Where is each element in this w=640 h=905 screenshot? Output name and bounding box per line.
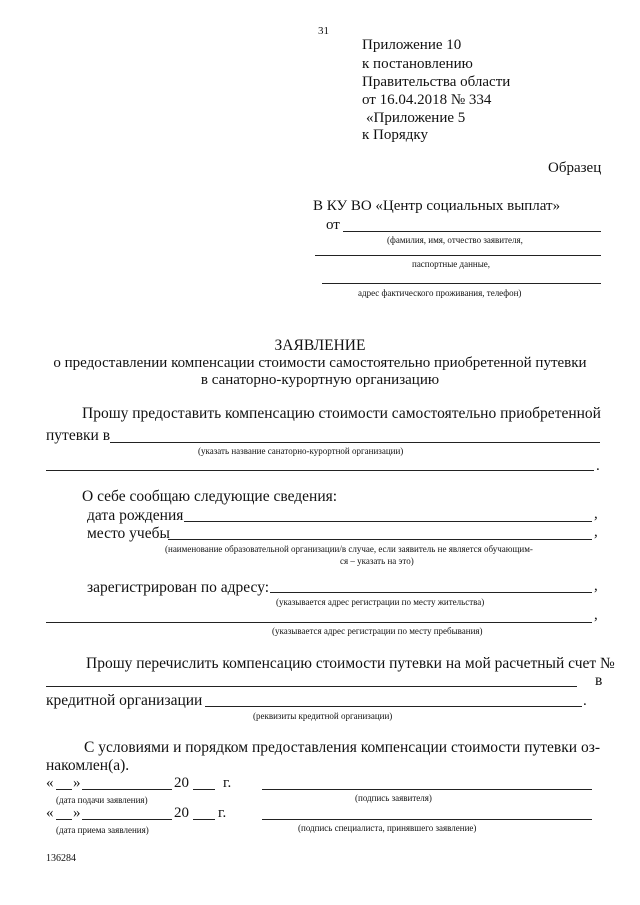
footer-code: 136284: [46, 853, 76, 864]
about-intro: О себе сообщаю следующие сведения:: [82, 488, 338, 505]
year-suffix: г.: [223, 775, 232, 791]
addressee-from-label: от: [326, 217, 340, 233]
date-open-quote: «: [46, 775, 54, 791]
registered-label: зарегистрирован по адресу:: [87, 579, 270, 596]
bank-details-line[interactable]: [205, 706, 582, 707]
registration-address-line[interactable]: [270, 592, 592, 593]
submit-year-line[interactable]: [193, 789, 215, 790]
sanatorium-name-line-2[interactable]: [46, 470, 594, 471]
year-suffix: г.: [218, 805, 227, 821]
caption-bank: (реквизиты кредитной организации): [253, 711, 393, 721]
birth-date-label: дата рождения: [87, 507, 184, 524]
end-mark: .: [583, 693, 587, 709]
appendix-line: к постановлению: [362, 56, 473, 72]
acknowledge-text: С условиями и порядком предоставления компенсации стоимости путевки оз-: [84, 739, 600, 756]
transfer-in: в: [595, 672, 603, 689]
appendix-line: к Порядку: [362, 127, 428, 143]
caption-applicant-sign: (подпись заявителя): [355, 793, 432, 803]
title-sub-line: о предоставлении компенсации стоимости самостоятельно приобретенной путевки: [53, 355, 587, 371]
applicant-name-line[interactable]: [343, 231, 601, 232]
sample-label: Образец: [548, 160, 602, 176]
title-sub-line: в санаторно-курортную организацию: [200, 372, 440, 388]
transfer-text: Прошу перечислить компенсацию стоимости путевки на мой расчетный счет №: [86, 655, 615, 672]
request-text: Прошу предоставить компенсацию стоимости самостоятельно приобретенной: [82, 405, 601, 422]
sanatorium-name-line[interactable]: [110, 442, 600, 443]
bank-label: кредитной организации: [46, 692, 203, 709]
caption-passport: паспортные данные,: [412, 259, 491, 269]
appendix-line: Приложение 10: [362, 37, 462, 53]
accept-day-line[interactable]: [56, 819, 72, 820]
caption-address: адрес фактического проживания, телефон): [358, 288, 522, 298]
accept-year-line[interactable]: [193, 819, 215, 820]
year-prefix: 20: [174, 775, 189, 791]
comma: ,: [594, 506, 598, 522]
stay-address-line[interactable]: [46, 622, 592, 623]
study-place-line[interactable]: [168, 539, 592, 540]
submit-day-line[interactable]: [56, 789, 72, 790]
applicant-signature-line[interactable]: [262, 789, 592, 790]
passport-line[interactable]: [315, 255, 601, 256]
caption-sanatorium: (указать название санаторно-курортной организации): [198, 446, 404, 456]
address-line[interactable]: [322, 283, 601, 284]
specialist-signature-line[interactable]: [262, 819, 592, 820]
birth-date-line[interactable]: [184, 521, 592, 522]
date-open-quote: «: [46, 805, 54, 821]
caption-study: (наименование образовательной организации/в случае, если заявитель не является обучающим-: [165, 544, 533, 554]
date-close-quote: »: [73, 805, 81, 821]
comma: ,: [594, 578, 598, 594]
addressee-to: В КУ ВО «Центр социальных выплат»: [313, 198, 561, 214]
appendix-line: от 16.04.2018 № 334: [362, 92, 492, 108]
date-close-quote: »: [73, 775, 81, 791]
submit-month-line[interactable]: [82, 789, 172, 790]
caption-specialist-sign: (подпись специалиста, принявшего заявление): [298, 823, 477, 833]
caption-accept-date: (дата приема заявления): [56, 825, 149, 835]
year-prefix: 20: [174, 805, 189, 821]
caption-stay-registration: (указывается адрес регистрации по месту пребывания): [272, 626, 483, 636]
study-place-label: место учебы: [87, 525, 170, 542]
acknowledge-text-cont: накомлен(а).: [46, 757, 130, 774]
page-number: 31: [318, 25, 329, 37]
appendix-line: Правительства области: [362, 74, 511, 90]
caption-registration: (указывается адрес регистрации по месту жительства): [276, 597, 485, 607]
request-text-cont: путевки в: [46, 427, 111, 444]
caption-study-cont: ся – указать на это): [340, 556, 414, 566]
end-mark: .: [596, 458, 600, 474]
account-number-line[interactable]: [46, 686, 577, 687]
appendix-line: «Приложение 5: [366, 110, 466, 126]
title-main: ЗАЯВЛЕНИЕ: [274, 337, 366, 354]
caption-submit-date: (дата подачи заявления): [56, 795, 148, 805]
caption-name: (фамилия, имя, отчество заявителя,: [387, 235, 523, 245]
comma: ,: [594, 524, 598, 540]
comma: ,: [594, 607, 598, 623]
accept-month-line[interactable]: [82, 819, 172, 820]
